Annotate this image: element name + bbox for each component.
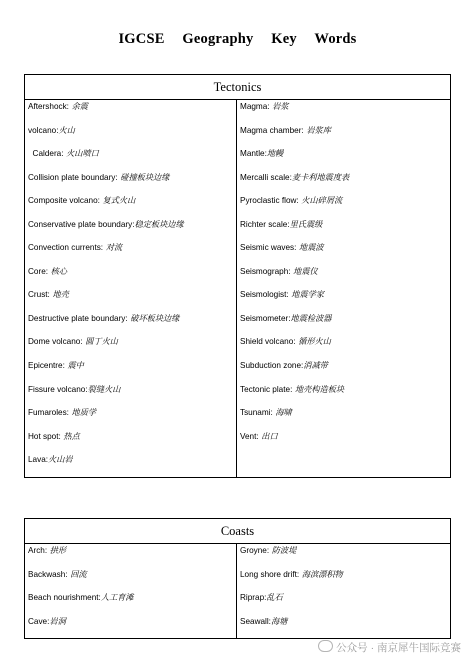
term-entry: Magma: 岩浆 [240,101,289,111]
coasts-right-column [237,544,451,639]
wechat-icon [318,640,333,652]
term-entry: Mantle:地幔 [240,148,284,159]
term-entry: Fissure volcano:裂缝火山 [28,383,121,394]
watermark-text: 公众号 · 南京犀牛国际竞赛 [336,642,461,654]
term-entry: Seismologist: 地震学家 [240,289,325,300]
term-entry: Conservative plate boundary:稳定板块边缘 [28,218,184,229]
term-entry: Cave:岩洞 [28,615,66,626]
term-entry: Destructive plate boundary: 破坏板块边缘 [28,312,180,323]
term-entry: Magma chamber: 岩浆库 [240,124,331,135]
page-title: IGCSE Geography Key Words [118,31,357,47]
term-entry: Seismometer:地震检波器 [240,312,332,323]
term-entry: Long shore drift: 海滨漂积物 [240,568,343,579]
term-entry: Crust: 地壳 [28,289,69,300]
term-entry: Beach nourishment:人工育滩 [28,592,134,603]
term-entry: Dome volcano: 圆丁火山 [28,336,118,347]
term-entry: Seismic waves: 地震波 [240,242,324,253]
term-entry: Hot spot: 热点 [28,430,80,441]
term-entry: Epicentre: 震中 [28,360,84,371]
term-entry: volcano:火山 [28,124,75,135]
coasts-table [24,518,451,639]
term-entry: Subduction zone:消减带 [240,360,328,371]
term-entry: Lava:火山岩 [28,454,73,465]
term-entry: Seismograph: 地震仪 [240,265,318,276]
term-entry: Shield volcano: 循形火山 [240,336,331,347]
term-entry: Core: 核心 [28,265,68,276]
term-entry: Richter scale:里氏震级 [240,218,323,229]
term-entry: Pyroclastic flow: 火山碎屑流 [240,195,343,206]
term-entry: Caldera: 火山喷口 [28,148,99,159]
term-entry: Riprap:乱石 [240,592,283,603]
term-entry: Collision plate boundary: 碰撞板块边缘 [28,171,170,182]
term-entry: Seawall:海塘 [240,615,288,626]
tectonics-heading: Tectonics [25,75,451,100]
term-entry: Mercalli scale:麦卡利地震度表 [240,171,350,182]
coasts-left-column [25,544,237,639]
term-entry: Convection currents: 对流 [28,242,123,253]
term-entry: Arch: 拱形 [28,545,67,555]
watermark [318,640,461,655]
term-entry: Vent: 出口 [240,430,278,441]
term-entry: Fumaroles: 地质学 [28,407,97,418]
coasts-heading: Coasts [25,519,451,544]
tectonics-right-column [237,100,451,478]
term-entry: Tsunami: 海啸 [240,407,292,418]
term-entry: Aftershock: 余震 [28,101,88,111]
term-entry: Groyne: 防波堤 [240,545,297,555]
term-entry: Backwash: 回流 [28,568,87,579]
tectonics-table [24,74,451,478]
term-entry: Tectonic plate: 地壳构造板块 [240,383,345,394]
tectonics-left-column [25,100,237,478]
term-entry: Composite volcano: 复式火山 [28,195,136,206]
